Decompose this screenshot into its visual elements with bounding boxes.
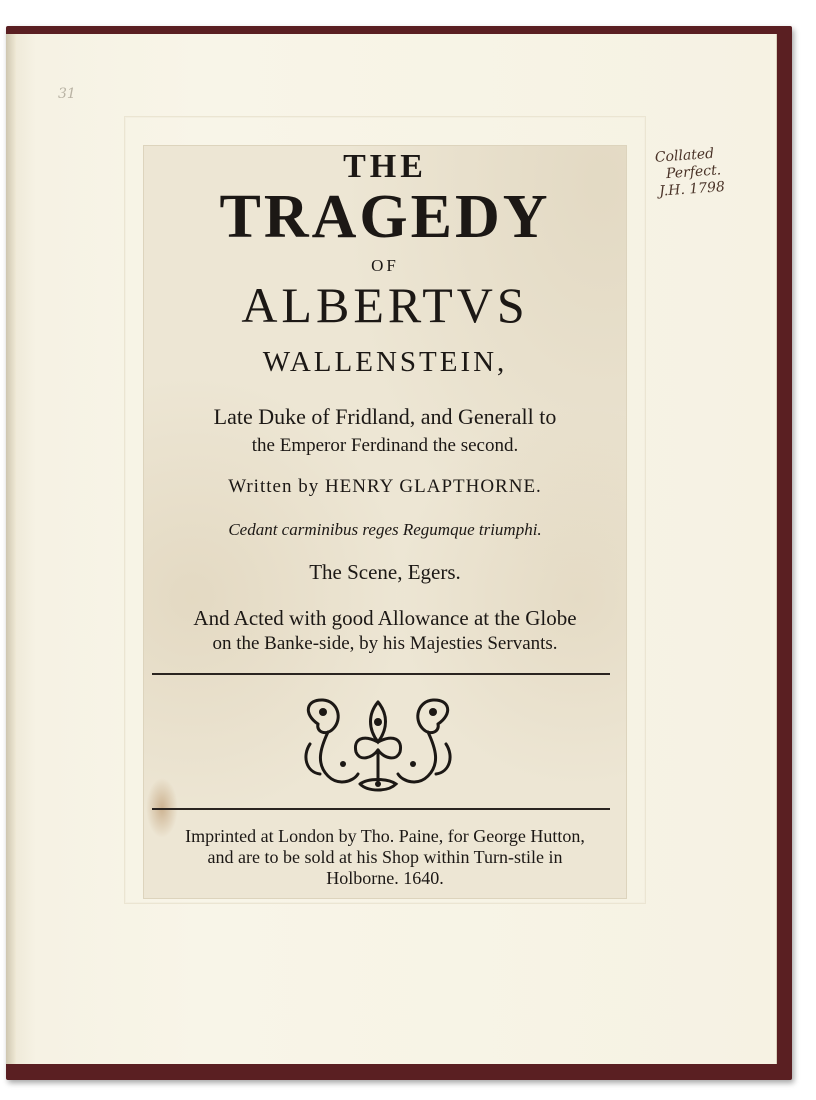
subtitle-line-1: Late Duke of Fridland, and Generall to	[213, 404, 557, 429]
author-line: Written by HENRY GLAPTHORNE.	[228, 476, 542, 497]
note-line: J.H. 1798	[658, 179, 726, 200]
imprint-block	[144, 826, 626, 889]
imprint-line-3: Holborne. 1640.	[326, 868, 444, 888]
subtitle-line-2: the Emperor Ferdinand the second.	[251, 435, 519, 456]
page-edge	[6, 34, 16, 1064]
rule-lower	[152, 808, 610, 810]
printers-ornament	[298, 694, 458, 796]
imprint-line-1: Imprinted at London by Tho. Paine, for George Hutton,	[185, 826, 585, 846]
title-the: THE	[343, 148, 427, 185]
title-albertus: ALBERTVS	[241, 277, 529, 333]
title-of: OF	[371, 256, 399, 275]
rule-upper	[152, 673, 610, 675]
pencil-page-number: 31	[58, 86, 76, 102]
note-line: Collated	[654, 145, 715, 166]
manuscript-collation-note	[654, 142, 767, 201]
title-wallenstein: WALLENSTEIN,	[262, 346, 508, 378]
note-line: Perfect.	[665, 162, 722, 183]
imprint-line-2: and are to be sold at his Shop within Turn-stile in	[207, 847, 563, 867]
title-tragedy: TRAGEDY	[219, 183, 551, 251]
scene-line: The Scene, Egers.	[309, 560, 461, 584]
performance-line-2: on the Banke-side, by his Majesties Servants.	[212, 633, 558, 654]
performance-line-1: And Acted with good Allowance at the Globe	[193, 606, 577, 630]
latin-motto: Cedant carminibus reges Regumque triumphi.	[228, 520, 542, 539]
title-page-leaf	[144, 146, 626, 898]
